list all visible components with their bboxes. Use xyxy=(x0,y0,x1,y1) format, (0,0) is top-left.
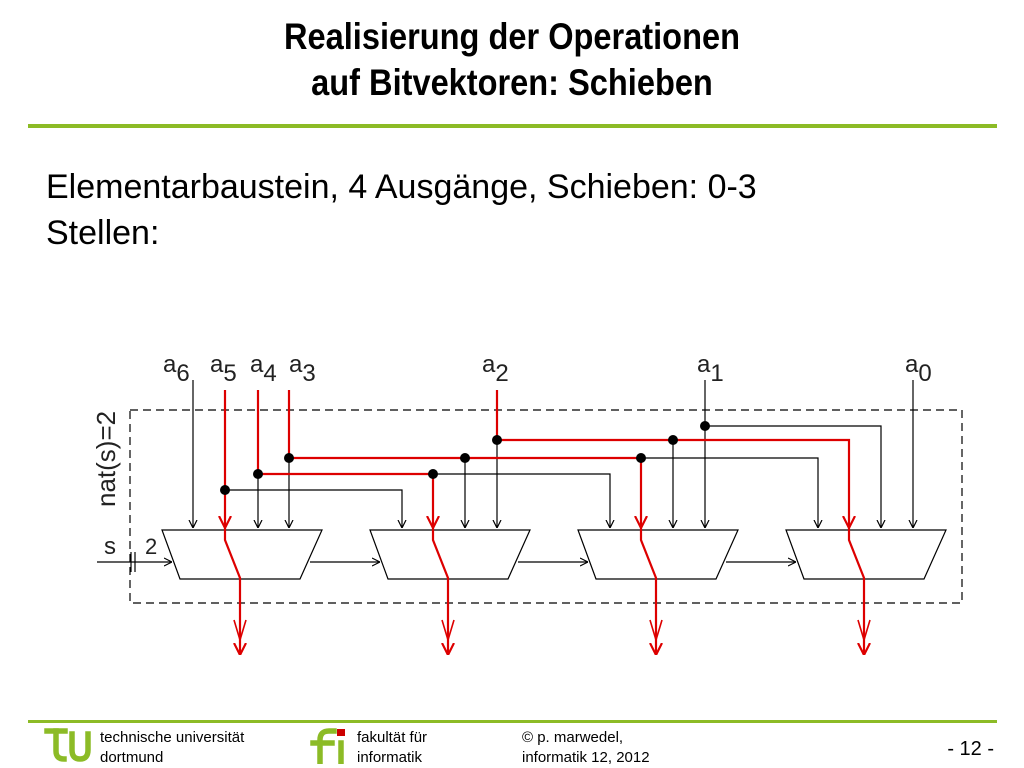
page-number: - 12 - xyxy=(947,738,994,760)
copyright-line-2: informatik 12, 2012 xyxy=(522,749,650,766)
junction-dot xyxy=(460,453,470,463)
mux-block-4 xyxy=(786,530,946,579)
copyright-line-1: © p. marwedel, xyxy=(522,729,624,746)
faculty-line-2: informatik xyxy=(357,749,423,766)
input-label-a5: a5 xyxy=(210,351,237,387)
input-label-a0: a0 xyxy=(905,351,932,387)
university-name xyxy=(100,728,244,768)
red-wires xyxy=(225,390,864,655)
select-width-label: 2 xyxy=(145,534,158,559)
junction-dot xyxy=(220,485,230,495)
title-line-2: auf Bitvektoren: Schieben xyxy=(311,62,713,103)
junction-dot xyxy=(284,453,294,463)
junction-dot xyxy=(253,469,263,479)
body-line-2: Stellen: xyxy=(46,214,160,252)
tu-logo xyxy=(44,726,94,764)
body-line-1: Elementarbaustein, 4 Ausgänge, Schieben: 0-3 xyxy=(46,168,757,206)
condition-label: nat(s)=2 xyxy=(91,410,121,507)
input-label-a3: a3 xyxy=(289,351,316,387)
university-line-1: technische universität xyxy=(100,729,245,746)
junction-dot xyxy=(636,453,646,463)
select-label: s xyxy=(104,533,116,560)
junction-dot xyxy=(492,435,502,445)
junction-dot xyxy=(668,435,678,445)
fi-logo xyxy=(310,726,354,764)
title-line-1: Realisierung der Operationen xyxy=(284,16,740,57)
mux-block-3 xyxy=(578,530,738,579)
input-label-a4: a4 xyxy=(250,351,277,387)
input-label-a2: a2 xyxy=(482,351,509,387)
input-label-a1: a1 xyxy=(697,351,724,387)
faculty-name xyxy=(357,728,427,768)
output-arrows xyxy=(234,620,870,640)
junction-dot xyxy=(428,469,438,479)
black-wires xyxy=(193,380,913,528)
mux-block-2 xyxy=(370,530,530,579)
mux-block-1 xyxy=(162,530,322,579)
input-label-a6: a6 xyxy=(163,351,190,387)
footer-divider xyxy=(28,720,997,723)
junction-dot xyxy=(700,421,710,431)
faculty-line-1: fakultät für xyxy=(357,729,428,746)
copyright-notice xyxy=(522,728,650,768)
university-line-2: dortmund xyxy=(100,749,164,766)
